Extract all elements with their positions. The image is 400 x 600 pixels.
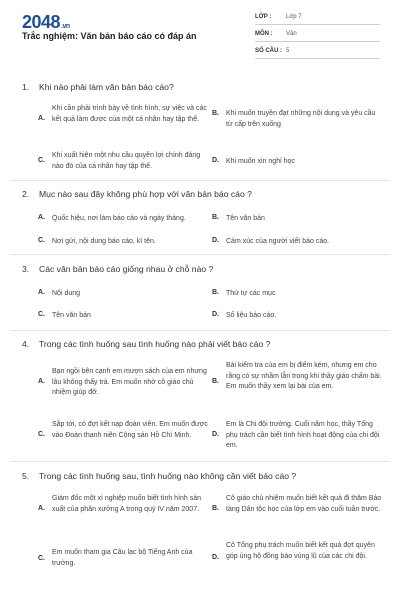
option-text: Cảm xúc của người viết báo cáo.	[226, 238, 330, 245]
question-number: 5.	[22, 471, 30, 481]
meta-label: SỐ CÂU :	[255, 48, 282, 54]
option-letter: C.	[38, 311, 45, 318]
option-letter: B.	[212, 214, 219, 221]
page-header	[0, 0, 400, 70]
option-letter: A.	[38, 378, 45, 385]
meta-row-subject	[255, 28, 380, 42]
option-text: Số liệu báo cáo.	[226, 312, 277, 319]
meta-value: Lớp 7	[286, 14, 302, 20]
meta-row-count	[255, 45, 380, 59]
option-text: Em muốn tham gia Câu lạc bộ Tiếng Anh của trường.	[52, 549, 193, 567]
question-text	[22, 339, 382, 349]
option-letter: D.	[212, 554, 219, 561]
option-letter: D.	[212, 237, 219, 244]
exam-title: Trắc nghiệm: Văn bản báo cáo có đáp án	[22, 31, 197, 41]
question-number: 2.	[22, 189, 30, 199]
question-body: Trong các tình huống sau, tình huống nào không cần viết báo cáo ?	[39, 471, 297, 481]
option-letter: B.	[212, 378, 219, 385]
option-letter: C.	[38, 157, 45, 164]
option-text: Thứ tự các mục	[226, 290, 276, 297]
meta-row-class	[255, 11, 380, 25]
question-divider	[10, 330, 390, 331]
option-letter: C.	[38, 555, 45, 562]
option-text: Nội dung	[52, 290, 81, 297]
option-text: Tên văn bản	[226, 215, 265, 222]
question-divider	[10, 254, 390, 255]
option-text: Khi muốn truyền đạt những nội dung và yêu cầu từ cấp trên xuống	[226, 110, 376, 128]
option-text: Khi cần phải trình bày về tình hình, sự việc và các kết quả làm được của một cá nhân hay tập thể.	[52, 105, 207, 123]
logo-suffix: .vn	[61, 23, 70, 30]
meta-value: 5	[286, 48, 290, 54]
question-body: Các văn bản báo cáo giống nhau ở chỗ nào ?	[39, 264, 214, 274]
question-divider	[10, 180, 390, 181]
question-body: Mục nào sau đây không phù hợp với văn bản báo cáo ?	[39, 189, 252, 199]
meta-value: Văn	[286, 31, 297, 37]
option-letter: D.	[212, 431, 219, 438]
option-text: Nơi gửi, nội dung báo cáo, kí tên.	[52, 238, 156, 245]
option-letter: D.	[212, 157, 219, 164]
option-letter: A.	[38, 214, 45, 221]
option-text: Cô giáo chủ nhiệm muốn biết kết quả đi thăm Bảo tàng Dân tộc học của lớp em vào cuối tuần trước.	[226, 495, 382, 513]
option-letter: B.	[212, 110, 219, 117]
question-divider	[10, 461, 390, 462]
option-text: Quốc hiệu, nơi làm báo cáo và ngày tháng.	[52, 215, 186, 222]
meta-label: MÔN :	[255, 31, 273, 37]
option-text: Tên văn bản	[52, 312, 91, 319]
option-letter: A.	[38, 505, 45, 512]
question-text	[22, 82, 382, 92]
question-number: 4.	[22, 339, 30, 349]
question-text	[22, 264, 382, 274]
site-logo[interactable]	[22, 12, 70, 33]
option-text: Giám đốc một xí nghiệp muốn biết tình hình sản xuất của phân xưởng A trong quý IV năm 2007.	[52, 495, 202, 513]
option-letter: A.	[38, 115, 45, 122]
option-letter: C.	[38, 237, 45, 244]
question-number: 3.	[22, 264, 30, 274]
option-text: Sắp tới, có đợt kết nạp đoàn viên. Em muốn được vào Đoàn thanh niên Cộng sản Hồ Chí Minh.	[52, 421, 208, 439]
logo-text: 2048	[22, 12, 61, 32]
option-text: Bạn ngồi bên cạnh em mượn sách của em nhưng lâu không thấy trả. Em muốn nhờ cô giáo chủ nhiệm giúp đỡ.	[52, 368, 207, 396]
option-letter: C.	[38, 431, 45, 438]
question-body: Khi nào phải làm văn bản báo cáo?	[39, 82, 174, 92]
question-body: Trong các tình huống sau tình huống nào phải viết báo cáo ?	[39, 339, 271, 349]
option-letter: B.	[212, 505, 219, 512]
option-letter: A.	[38, 289, 45, 296]
option-letter: B.	[212, 289, 219, 296]
question-text	[22, 471, 382, 481]
meta-label: LỚP :	[255, 14, 272, 20]
option-text: Cô Tổng phụ trách muốn biết kết quả đợt quyên góp ủng hộ đồng bào vùng lũ của các chi đội.	[226, 542, 375, 560]
question-text	[22, 189, 382, 199]
option-letter: D.	[212, 311, 219, 318]
option-text: Em là Chi đội trưởng. Cuối năm học, thầy Tổng phụ trách cần biết tình hình hoạt động của chi đội em.	[226, 421, 380, 449]
option-text: Bài kiểm tra của em bị điểm kém, nhưng em cho rằng có sự nhầm lẫn trong khi thầy giáo chấm bài. Em muốn thầy xem lại bài của em.	[226, 362, 382, 390]
option-text: Khi xuất hiện một nhu cầu quyền lợi chính đáng nào đó của cá nhân hay tập thể.	[52, 152, 201, 170]
question-number: 1.	[22, 82, 30, 92]
option-text: Khi muốn xin nghỉ học	[226, 158, 295, 165]
